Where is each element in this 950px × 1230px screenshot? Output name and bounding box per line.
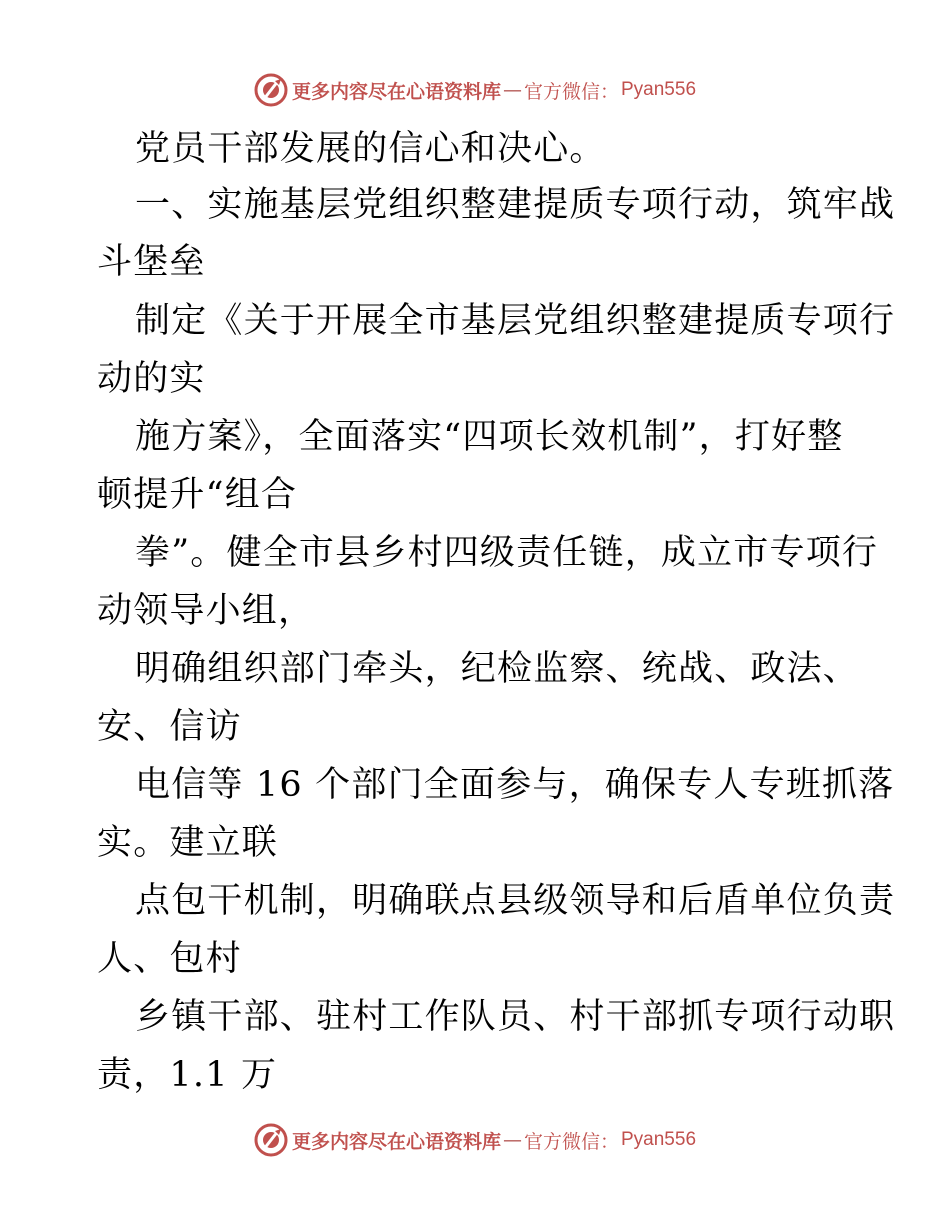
text-line: 一、实施基层党组织整建提质专项行动，筑牢战 [135, 185, 896, 225]
text-line: 实。建立联 [97, 823, 279, 863]
watermark-separator: — [502, 1129, 522, 1151]
text-line: 点包干机制，明确联点县级领导和后盾单位负责 [135, 881, 896, 921]
footer-watermark [0, 1120, 950, 1160]
text-line: 斗堡垒 [97, 242, 206, 282]
text-line: 安、信访 [97, 707, 242, 747]
watermark-text: 更多内容尽在心语资料库 [291, 1130, 501, 1153]
watermark-logo-icon [254, 1123, 288, 1157]
header-watermark [0, 70, 950, 110]
watermark-wechat-label: 官方微信： [523, 80, 619, 103]
text-line: 电信等 16 个部门全面参与，确保专人专班抓落 [135, 765, 895, 805]
watermark-logo-icon [254, 73, 288, 107]
watermark-separator: — [502, 79, 522, 101]
text-line: 明确组织部门牵头，纪检监察、统战、政法、 [135, 649, 860, 689]
text-line: 拳”。健全市县乡村四级责任链，成立市专项行 [135, 533, 879, 573]
text-line: 顿提升“组合 [97, 475, 298, 515]
text-line: 施方案》，全面落实“四项长效机制”，打好整 [135, 417, 844, 457]
text-line: 动领导小组， [97, 591, 315, 631]
text-line: 人、包村 [97, 939, 242, 979]
text-line: 乡镇干部、驻村工作队员、村干部抓专项行动职 [135, 997, 896, 1037]
text-line: 党员干部发展的信心和决心。 [135, 129, 606, 169]
watermark-text: 更多内容尽在心语资料库 [291, 80, 501, 103]
text-line: 制定《关于开展全市基层党组织整建提质专项行 [135, 301, 896, 341]
watermark-wechat-label: 官方微信： [523, 1130, 619, 1153]
text-line: 动的实 [97, 359, 206, 399]
text-line: 责，1.1 万 [97, 1055, 278, 1095]
watermark-wechat-id: Pyan556 [621, 1129, 697, 1150]
watermark-wechat-id: Pyan556 [621, 79, 697, 100]
